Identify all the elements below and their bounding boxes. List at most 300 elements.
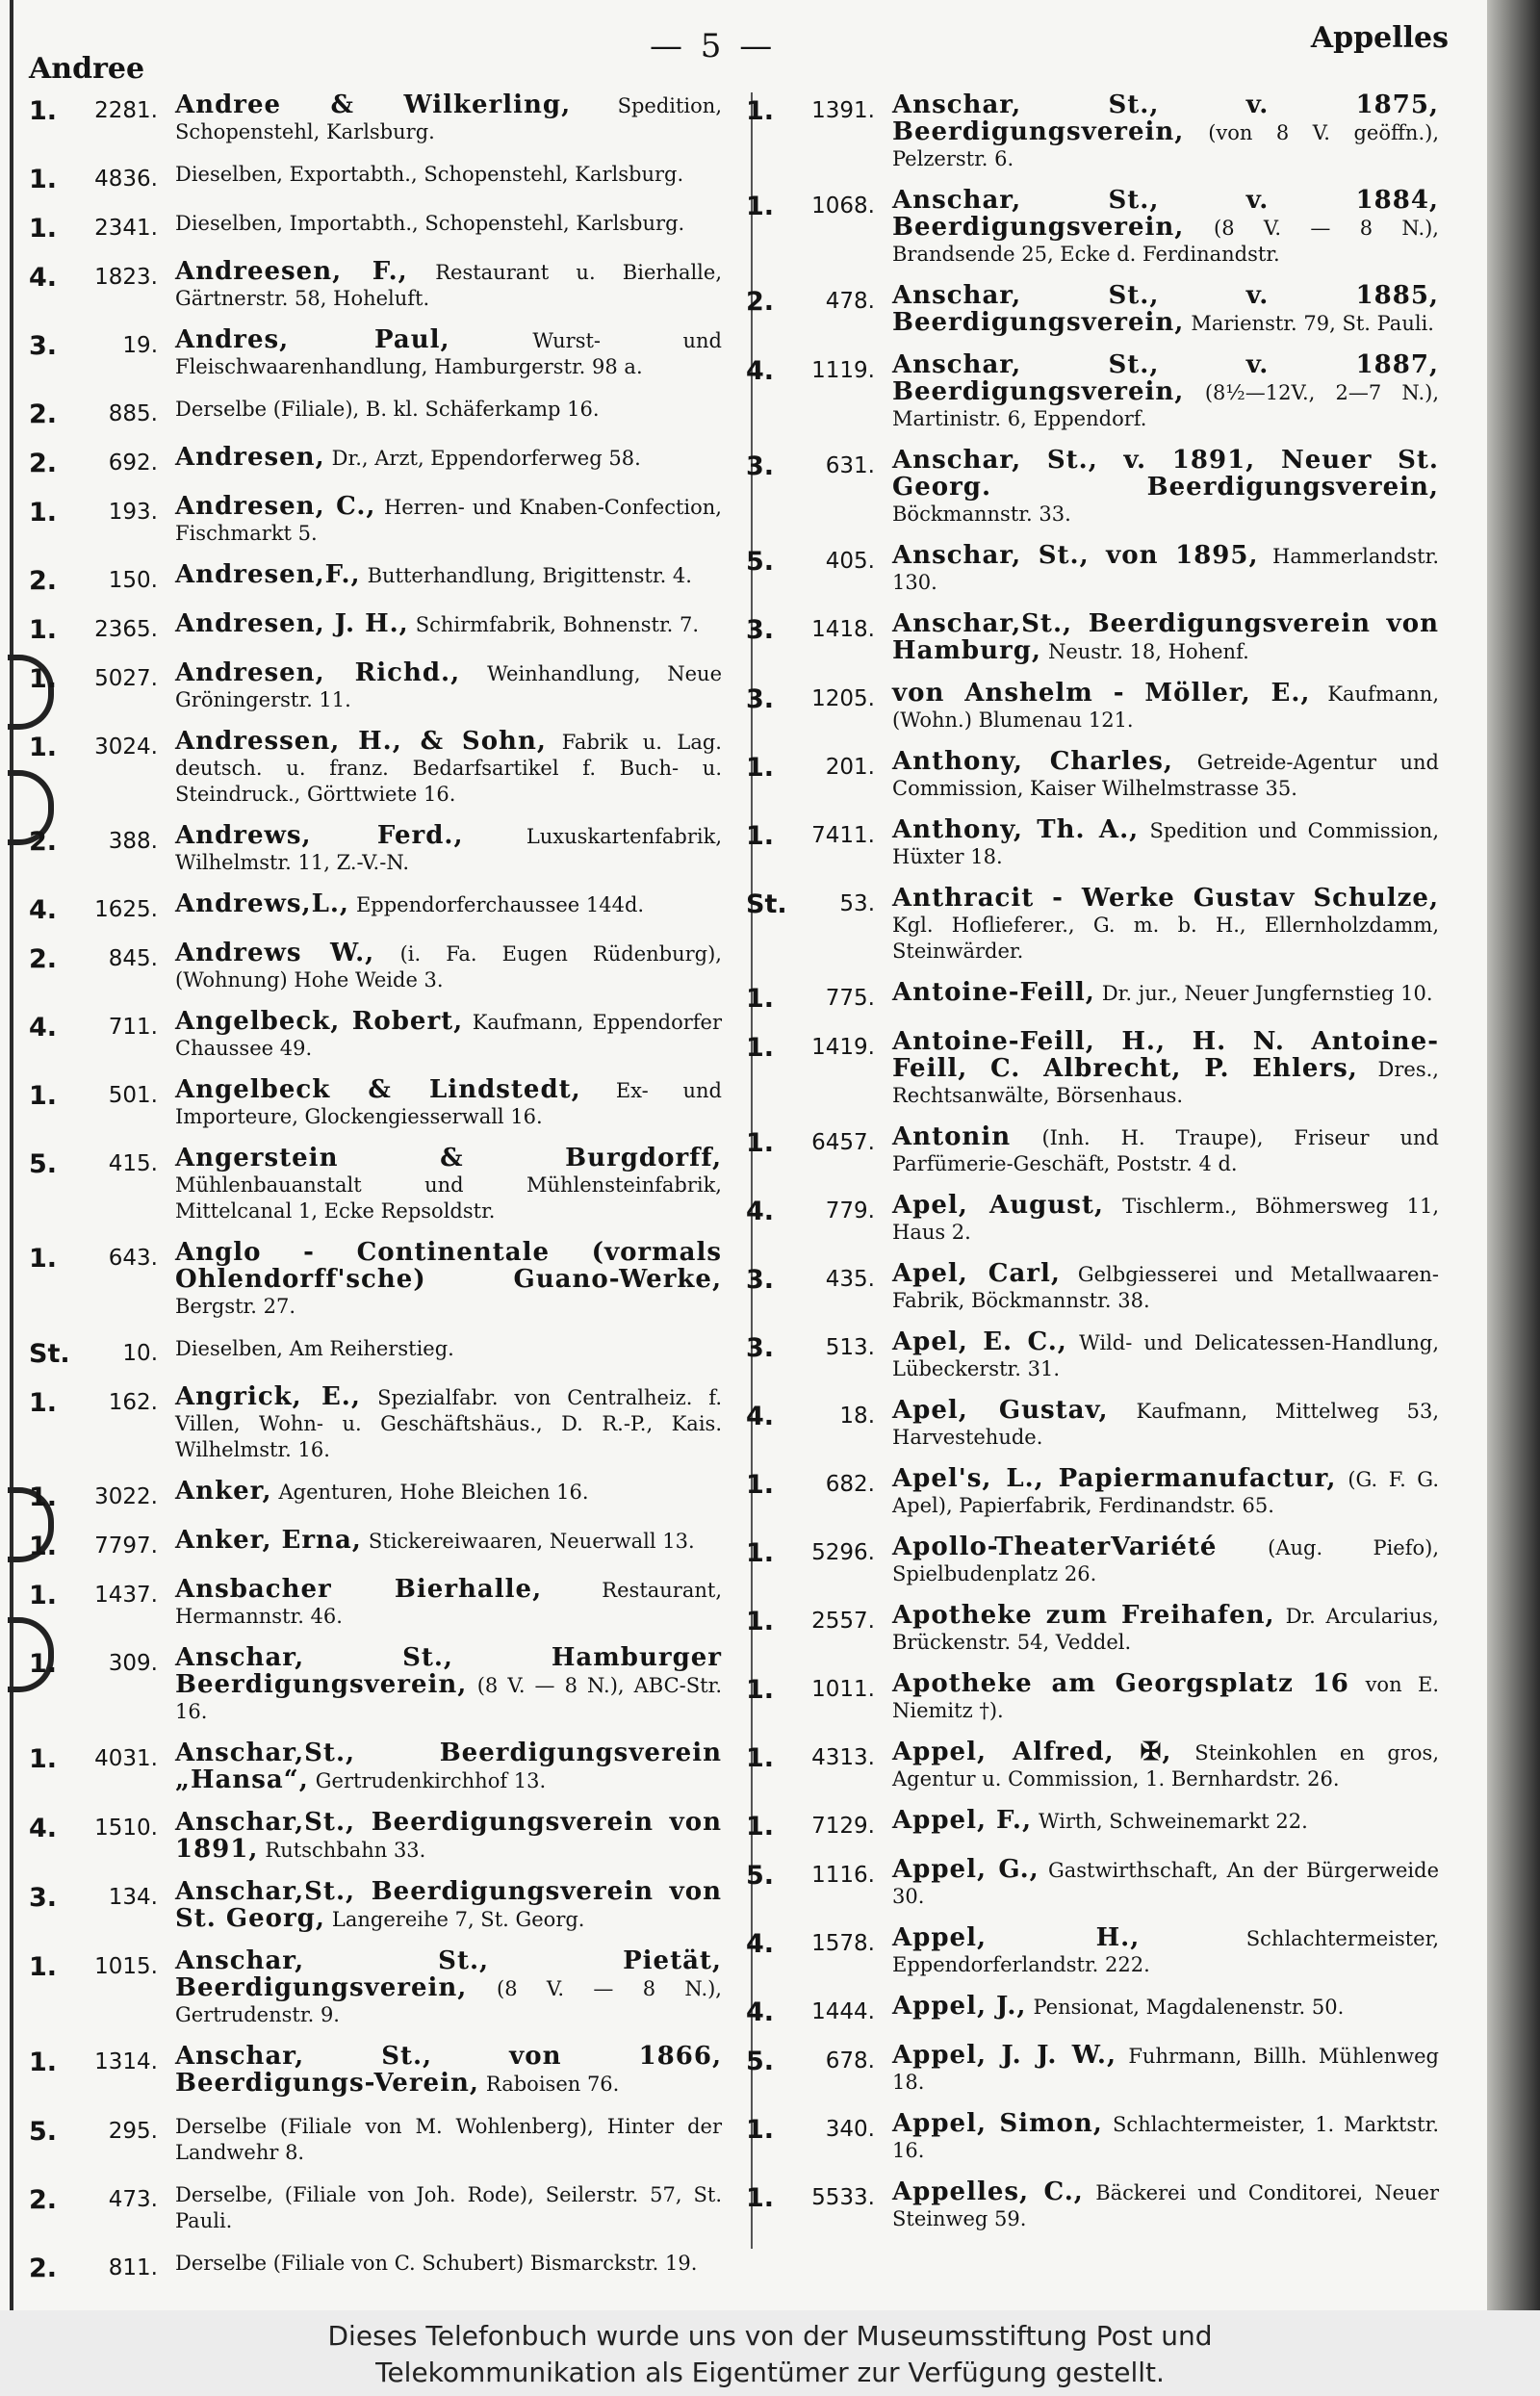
- exchange-zone: 2.: [29, 2185, 58, 2215]
- directory-entry: [746, 1466, 1439, 1519]
- phone-number: 415.: [108, 1151, 158, 1176]
- subscriber-details: Hammerlandstr. 130.: [892, 545, 1439, 594]
- phone-number: 10.: [122, 1341, 158, 1366]
- subscriber-name: Appelles, C.,: [892, 2177, 1084, 2206]
- entry-body: [892, 1925, 1439, 1978]
- subscriber-details: Dr., Arzt, Eppendorferweg 58.: [331, 447, 641, 470]
- phone-number: 4031.: [94, 1746, 158, 1771]
- subscriber-details: Dr. jur., Neuer Jungfernstieg 10.: [1101, 982, 1433, 1005]
- phone-number: 1116.: [811, 1863, 875, 1888]
- directory-entry: [746, 749, 1439, 802]
- header-right-keyword: Appelles: [1310, 21, 1449, 55]
- phone-number: 201.: [825, 755, 875, 780]
- entry-body: [892, 283, 1439, 337]
- entry-body: [175, 92, 722, 145]
- entry-body: [892, 1808, 1439, 1835]
- directory-entry: [29, 2113, 722, 2166]
- exchange-zone: 3.: [746, 451, 775, 481]
- subscriber-name: Antoine-Feill, H., H. N. Antoine-Feill, C. Albrecht, P. Ehlers,: [892, 1027, 1439, 1083]
- phone-number: 501.: [108, 1083, 158, 1108]
- entry-body: [175, 1948, 722, 2028]
- phone-number: 513.: [825, 1335, 875, 1360]
- phone-number: 1391.: [811, 98, 875, 123]
- exchange-zone: 1.: [746, 1812, 775, 1842]
- entry-body: [175, 2044, 722, 2098]
- subscriber-details: Gastwirthschaft, An der Bürgerweide 30.: [892, 1859, 1439, 1908]
- phone-number: 1314.: [94, 2049, 158, 2074]
- subscriber-details: Derselbe, (Filiale von Joh. Rode), Seilerstr. 57, St. Pauli.: [175, 2183, 722, 2232]
- subscriber-name: Anschar, St., v. 1891, Neuer St. Georg. Beerdigungsverein,: [892, 446, 1439, 502]
- subscriber-name: Anthony, Th. A.,: [892, 815, 1140, 844]
- phone-number: 678.: [825, 2048, 875, 2074]
- entry-body: [175, 445, 722, 472]
- subscriber-name: Apotheke zum Freihafen,: [892, 1601, 1275, 1630]
- exchange-zone: 1.: [29, 1952, 58, 1982]
- phone-number: 2341.: [94, 216, 158, 241]
- subscriber-name: Apel, E. C.,: [892, 1327, 1067, 1356]
- exchange-zone: 5.: [746, 1861, 775, 1891]
- exchange-zone: 1.: [746, 1470, 775, 1500]
- subscriber-details: (G. F. G. Apel), Papierfabrik, Ferdinandstr. 65.: [892, 1468, 1439, 1517]
- subscriber-name: Appel, J.,: [892, 1992, 1027, 2021]
- directory-entry: [29, 92, 722, 145]
- directory-entry: [746, 886, 1439, 965]
- exchange-zone: 4.: [746, 1997, 775, 2027]
- subscriber-name: Anschar, St., v. 1875, Beerdigungsverein,: [892, 90, 1439, 146]
- exchange-zone: 1.: [29, 1532, 58, 1561]
- subscriber-details: Mühlenbauanstalt und Mühlensteinfabrik, Mittelcanal 1, Ecke Repsoldstr.: [175, 1173, 722, 1223]
- phone-number: 340.: [825, 2117, 875, 2142]
- subscriber-name: Andresen, Richd.,: [175, 658, 461, 687]
- subscriber-name: Ansbacher Bierhalle,: [175, 1575, 543, 1604]
- phone-number: 388.: [108, 829, 158, 854]
- phone-number: 4836.: [94, 167, 158, 192]
- entry-body: [892, 2043, 1439, 2096]
- subscriber-name: Appel, J. J. W.,: [892, 2041, 1117, 2070]
- entry-body: [175, 1479, 722, 1506]
- subscriber-details: Dieselben, Importabth., Schopenstehl, Karlsburg.: [175, 212, 685, 235]
- exchange-zone: 1.: [746, 192, 775, 221]
- entry-body: [175, 1240, 722, 1320]
- subscriber-details: Gertrudenkirchhof 13.: [315, 1769, 547, 1792]
- directory-entry: [746, 1808, 1439, 1842]
- subscriber-details: Kgl. Hoflieferer., G. m. b. H., Ellernholzdamm, Steinwärder.: [892, 914, 1439, 963]
- directory-entry: [29, 1384, 722, 1463]
- phone-number: 3024.: [94, 734, 158, 760]
- subscriber-name: Anschar,St., Beerdigungsverein von Hamburg,: [892, 609, 1439, 665]
- directory-entry: [746, 1261, 1439, 1314]
- phone-number: 295.: [108, 2119, 158, 2144]
- exchange-zone: 3.: [746, 684, 775, 714]
- entry-body: [175, 1077, 722, 1130]
- phone-number: 150.: [108, 568, 158, 593]
- directory-entry: [29, 1240, 722, 1320]
- phone-number: 1119.: [811, 358, 875, 383]
- exchange-zone: 4.: [29, 895, 58, 925]
- entry-body: [892, 1857, 1439, 1910]
- phone-number: 1510.: [94, 1816, 158, 1841]
- subscriber-details: Marienstr. 79, St. Pauli.: [1191, 312, 1434, 335]
- subscriber-name: Appel, Simon,: [892, 2109, 1103, 2138]
- exchange-zone: 2.: [29, 827, 58, 857]
- exchange-zone: 4.: [29, 1013, 58, 1043]
- subscriber-name: Anglo - Continentale (vormals Ohlendorff'sche) Guano-Werke,: [175, 1238, 722, 1294]
- entry-body: [175, 2250, 722, 2277]
- subscriber-name: Anker,: [175, 1477, 272, 1506]
- subscriber-details: Dieselben, Exportabth., Schopenstehl, Karlsburg.: [175, 163, 684, 186]
- exchange-zone: 1.: [29, 664, 58, 694]
- exchange-zone: 2.: [29, 944, 58, 974]
- subscriber-name: Appel, H.,: [892, 1923, 1141, 1952]
- page-number: — 5 —: [650, 27, 777, 65]
- directory-entry: [746, 1994, 1439, 2027]
- entry-body: [892, 1193, 1439, 1246]
- directory-entry: [746, 1857, 1439, 1910]
- exchange-zone: St.: [29, 1339, 70, 1369]
- subscriber-name: Andresen,F.,: [175, 560, 361, 589]
- entry-body: [892, 1466, 1439, 1519]
- phone-number: 7129.: [811, 1814, 875, 1839]
- directory-entry: [746, 448, 1439, 528]
- phone-number: 1068.: [811, 193, 875, 219]
- directory-entry: [746, 1124, 1439, 1177]
- subscriber-details: Herren- und Knaben-Confection, Fischmarkt 5.: [175, 496, 722, 545]
- subscriber-name: von Anshelm - Möller, E.,: [892, 679, 1311, 708]
- entry-body: [175, 611, 722, 638]
- subscriber-details: Bergstr. 27.: [175, 1295, 296, 1318]
- phone-number: 1823.: [94, 265, 158, 290]
- subscriber-details: (Aug. Piefo), Spielbudenplatz 26.: [892, 1536, 1440, 1585]
- phone-number: 779.: [825, 1198, 875, 1224]
- exchange-zone: 1.: [746, 984, 775, 1014]
- exchange-zone: 3.: [746, 615, 775, 645]
- exchange-zone: 3.: [29, 331, 58, 361]
- subscriber-name: Andree & Wilkerling,: [175, 90, 572, 119]
- phone-number: 5296.: [811, 1540, 875, 1565]
- subscriber-details: Spedition, Schopenstehl, Karlsburg.: [175, 94, 722, 143]
- entry-body: [892, 2179, 1439, 2232]
- directory-entry: [29, 1740, 722, 1794]
- directory-entry: [29, 259, 722, 312]
- entry-body: [892, 92, 1439, 172]
- subscriber-details: Dieselben, Am Reiherstieg.: [175, 1337, 454, 1360]
- subscriber-details: Fuhrmann, Billh. Mühlenweg 18.: [892, 2045, 1439, 2094]
- phone-number: 435.: [825, 1267, 875, 1292]
- phone-number: 2557.: [811, 1609, 875, 1634]
- entry-body: [175, 1146, 722, 1224]
- directory-entry: [29, 2181, 722, 2234]
- subscriber-name: Appel, Alfred, ✠,: [892, 1738, 1172, 1766]
- subscriber-name: Angelbeck & Lindstedt,: [175, 1075, 581, 1104]
- exchange-zone: 1.: [29, 1744, 58, 1774]
- subscriber-details: Wurst- und Fleischwaarenhandlung, Hamburgerstr. 98 a.: [175, 329, 722, 378]
- directory-entry: [746, 1029, 1439, 1109]
- directory-entry: [746, 283, 1439, 337]
- exchange-zone: 1.: [29, 498, 58, 528]
- phone-number: 2365.: [94, 617, 158, 642]
- phone-number: 682.: [825, 1472, 875, 1497]
- exchange-zone: 1.: [746, 1033, 775, 1063]
- exchange-zone: 1.: [746, 821, 775, 851]
- subscriber-details: Pensionat, Magdalenenstr. 50.: [1033, 1996, 1345, 2019]
- entry-body: [175, 660, 722, 713]
- entry-body: [175, 1009, 722, 1062]
- subscriber-name: Appel, F.,: [892, 1806, 1033, 1835]
- directory-entry: [29, 1948, 722, 2028]
- entry-body: [892, 1329, 1439, 1382]
- exchange-zone: 1.: [29, 615, 58, 645]
- footer-line-2: Telekommunikation als Eigentümer zur Verfügung gestellt.: [375, 2357, 1165, 2388]
- header-left-keyword: Andree: [29, 52, 145, 86]
- phone-number: 18.: [839, 1404, 875, 1429]
- subscriber-name: Anschar,St., Beerdigungsverein von 1891,: [175, 1808, 722, 1864]
- entry-body: [892, 1124, 1439, 1177]
- exchange-zone: 1.: [29, 733, 58, 762]
- exchange-zone: 2.: [29, 566, 58, 596]
- subscriber-name: Apollo-TheaterVariété: [892, 1533, 1218, 1561]
- subscriber-name: Anschar, St., Hamburger Beerdigungsverein,: [175, 1643, 722, 1699]
- directory-entry: [29, 210, 722, 244]
- subscriber-details: (von 8 V. geöffn.), Pelzerstr. 6.: [892, 121, 1439, 170]
- exchange-zone: 1.: [746, 96, 775, 126]
- subscriber-name: Anschar,St., Beerdigungsverein „Hansa“,: [175, 1739, 722, 1794]
- subscriber-name: Anschar, St., von 1866, Beerdigungs-Verein,: [175, 2042, 722, 2098]
- exchange-zone: 1.: [29, 165, 58, 194]
- entry-body: [175, 2181, 722, 2234]
- directory-entry: [29, 1335, 722, 1369]
- entry-body: [892, 1029, 1439, 1109]
- exchange-zone: 1.: [746, 1607, 775, 1636]
- subscriber-details: Langereihe 7, St. Georg.: [331, 1908, 585, 1931]
- exchange-zone: 5.: [29, 2117, 58, 2147]
- directory-entry: [746, 1671, 1439, 1724]
- exchange-zone: 4.: [746, 1929, 775, 1959]
- entry-body: [175, 1577, 722, 1630]
- entry-body: [892, 817, 1439, 870]
- subscriber-details: (Inh. H. Traupe), Friseur und Parfümerie-Geschäft, Poststr. 4 d.: [892, 1126, 1439, 1175]
- phone-number: 309.: [108, 1651, 158, 1676]
- subscriber-details: (8½—12V., 2—7 N.), Martinistr. 6, Eppendorf.: [892, 381, 1440, 430]
- phone-number: 473.: [108, 2187, 158, 2212]
- subscriber-details: Dres., Rechtsanwälte, Börsenhaus.: [892, 1058, 1439, 1107]
- entry-body: [175, 210, 722, 237]
- subscriber-details: Stickereiwaaren, Neuerwall 13.: [368, 1530, 695, 1553]
- subscriber-name: Andreesen, F.,: [175, 257, 408, 286]
- directory-entry: [29, 1077, 722, 1130]
- subscriber-details: Schlachtermeister, Eppendorferlandstr. 222.: [892, 1927, 1439, 1976]
- directory-entry: [29, 494, 722, 547]
- footer-notice: [0, 2310, 1540, 2396]
- entry-body: [892, 1603, 1439, 1656]
- exchange-zone: 1.: [29, 1244, 58, 1274]
- directory-entry: [746, 2111, 1439, 2164]
- exchange-zone: 3.: [29, 1883, 58, 1913]
- entry-body: [175, 327, 722, 380]
- phone-number: 1578.: [811, 1931, 875, 1956]
- subscriber-name: Antonin: [892, 1122, 1012, 1151]
- entry-body: [175, 1528, 722, 1555]
- subscriber-details: Ex- und Importeure, Glockengiesserwall 16.: [175, 1079, 722, 1128]
- directory-entry: [29, 1146, 722, 1224]
- directory-entry: [746, 188, 1439, 268]
- subscriber-details: Spezialfabr. von Centralheiz. f. Villen, Wohn- u. Geschäftshäus., D. R.-P., Kais. Wilhelmstr. 16.: [175, 1386, 722, 1461]
- entry-body: [175, 891, 722, 918]
- subscriber-name: Andres, Paul,: [175, 325, 450, 354]
- subscriber-details: Böckmannstr. 33.: [892, 502, 1071, 526]
- subscriber-name: Anker, Erna,: [175, 1526, 362, 1555]
- directory-entry: [29, 396, 722, 429]
- subscriber-name: Andresen, J. H.,: [175, 609, 409, 638]
- exchange-zone: 1.: [746, 2115, 775, 2145]
- phone-number: 1011.: [811, 1677, 875, 1702]
- phone-number: 6457.: [811, 1130, 875, 1155]
- exchange-zone: 3.: [746, 1265, 775, 1295]
- subscriber-details: (8 V. — 8 N.), ABC-Str. 16.: [175, 1674, 722, 1723]
- phone-number: 19.: [122, 333, 158, 358]
- exchange-zone: 3.: [746, 1333, 775, 1363]
- subscriber-name: Angerstein & Burgdorff,: [175, 1144, 722, 1172]
- subscriber-name: Andrews, Ferd.,: [175, 821, 464, 850]
- exchange-zone: 1.: [746, 1743, 775, 1773]
- binder-line: [10, 0, 13, 2310]
- exchange-zone: 4.: [746, 1402, 775, 1431]
- exchange-zone: St.: [746, 889, 787, 919]
- left-column: [29, 92, 722, 2299]
- subscriber-name: Anschar, St., Pietät, Beerdigungsverein,: [175, 1946, 722, 2002]
- exchange-zone: 1.: [29, 1388, 58, 1418]
- subscriber-details: Tischlerm., Böhmersweg 11, Haus 2.: [892, 1195, 1439, 1244]
- directory-entry: [29, 660, 722, 713]
- exchange-zone: 1.: [746, 2183, 775, 2213]
- directory-entry: [29, 940, 722, 993]
- exchange-zone: 5.: [29, 1149, 58, 1179]
- directory-entry: [746, 92, 1439, 172]
- subscriber-details: Kaufmann, Eppendorfer Chaussee 49.: [175, 1011, 723, 1060]
- subscriber-details: Restaurant, Hermannstr. 46.: [175, 1579, 722, 1628]
- subscriber-details: Neustr. 18, Hohenf.: [1047, 640, 1249, 663]
- directory-entry: [29, 1879, 722, 1933]
- subscriber-name: Appel, G.,: [892, 1855, 1040, 1884]
- subscriber-name: Anthony, Charles,: [892, 747, 1173, 776]
- exchange-zone: 1.: [29, 1581, 58, 1610]
- subscriber-name: Andresen,: [175, 443, 325, 472]
- entry-body: [175, 1740, 722, 1794]
- subscriber-details: Derselbe (Filiale von C. Schubert) Bismarckstr. 19.: [175, 2252, 698, 2275]
- exchange-zone: 4.: [746, 356, 775, 386]
- exchange-zone: 1.: [746, 753, 775, 783]
- entry-body: [892, 543, 1439, 596]
- directory-entry: [29, 1528, 722, 1561]
- phone-number: 478.: [825, 289, 875, 314]
- entry-body: [892, 611, 1439, 665]
- directory-entry: [746, 1603, 1439, 1656]
- subscriber-details: Weinhandlung, Neue Gröningerstr. 11.: [175, 662, 723, 711]
- subscriber-name: Anschar,St., Beerdigungsverein von St. Georg,: [175, 1877, 722, 1933]
- directory-entry: [746, 2179, 1439, 2232]
- subscriber-name: Angrick, E.,: [175, 1382, 361, 1411]
- exchange-zone: 1.: [29, 1482, 58, 1512]
- directory-entry: [29, 1479, 722, 1512]
- subscriber-details: Fabrik u. Lag. deutsch. u. franz. Bedarfsartikel f. Buch- u. Steindruck., Görttwiete 16.: [175, 731, 722, 806]
- subscriber-details: (8 V. — 8 N.), Brandsende 25, Ecke d. Ferdinandstr.: [892, 217, 1439, 266]
- directory-entry: [29, 1645, 722, 1725]
- phone-number: 692.: [108, 451, 158, 476]
- entry-body: [175, 161, 722, 188]
- subscriber-name: Anschar, St., v. 1884, Beerdigungsverein,: [892, 186, 1439, 242]
- subscriber-details: (8 V. — 8 N.), Gertrudenstr. 9.: [175, 1977, 722, 2026]
- exchange-zone: 1.: [29, 214, 58, 244]
- subscriber-details: Eppendorferchaussee 144d.: [355, 893, 645, 916]
- directory-entry: [746, 1193, 1439, 1246]
- phone-number: 885.: [108, 401, 158, 426]
- entry-body: [892, 681, 1439, 734]
- subscriber-details: von E. Niemitz †).: [892, 1673, 1439, 1722]
- phone-number: 405.: [825, 549, 875, 574]
- exchange-zone: 5.: [746, 547, 775, 577]
- directory-entry: [29, 161, 722, 194]
- subscriber-name: Andrews W.,: [175, 939, 375, 967]
- subscriber-name: Anthracit - Werke Gustav Schulze,: [892, 884, 1439, 913]
- entry-body: [892, 352, 1439, 432]
- footer-line-1: Dieses Telefonbuch wurde uns von der Museumsstiftung Post und: [327, 2320, 1213, 2352]
- subscriber-name: Angelbeck, Robert,: [175, 1007, 464, 1036]
- phone-number: 1437.: [94, 1583, 158, 1608]
- phone-number: 631.: [825, 453, 875, 478]
- directory-entry: [29, 611, 722, 645]
- exchange-zone: 4.: [29, 1814, 58, 1843]
- subscriber-details: Wild- und Delicatessen-Handlung, Lübeckerstr. 31.: [892, 1331, 1439, 1380]
- entry-body: [892, 1994, 1439, 2021]
- phone-number: 134.: [108, 1885, 158, 1910]
- exchange-zone: 1.: [29, 1081, 58, 1111]
- entry-body: [175, 823, 722, 876]
- entry-body: [175, 1384, 722, 1463]
- subscriber-details: Raboisen 76.: [485, 2073, 620, 2096]
- subscriber-name: Anschar, St., v. 1885, Beerdigungsverein,: [892, 281, 1439, 337]
- directory-entry: [746, 352, 1439, 432]
- phone-number: 5533.: [811, 2185, 875, 2210]
- phone-number: 53.: [839, 891, 875, 916]
- subscriber-name: Antoine-Feill,: [892, 978, 1095, 1007]
- subscriber-details: Spedition und Commission, Hüxter 18.: [892, 819, 1439, 868]
- subscriber-details: Steinkohlen en gros, Agentur u. Commission, 1. Bernhardstr. 26.: [892, 1741, 1439, 1791]
- directory-entry: [29, 823, 722, 876]
- exchange-zone: 1.: [29, 1649, 58, 1679]
- phone-number: 4313.: [811, 1745, 875, 1770]
- subscriber-name: Apel, Carl,: [892, 1259, 1061, 1288]
- entry-body: [175, 396, 722, 423]
- entry-body: [175, 259, 722, 312]
- phone-number: 1015.: [94, 1954, 158, 1979]
- directory-entry: [29, 1810, 722, 1864]
- directory-entry: [746, 1925, 1439, 1978]
- subscriber-details: Dr. Arcularius, Brückenstr. 54, Veddel.: [892, 1605, 1439, 1654]
- entry-body: [892, 2111, 1439, 2164]
- subscriber-details: Gelbgiesserei und Metallwaaren-Fabrik, Böckmannstr. 38.: [892, 1263, 1439, 1312]
- subscriber-name: Apel, Gustav,: [892, 1396, 1109, 1425]
- phone-number: 1625.: [94, 897, 158, 922]
- subscriber-details: Rutschbahn 33.: [265, 1839, 426, 1862]
- subscriber-name: Andresen, C.,: [175, 492, 376, 521]
- exchange-zone: 4.: [29, 263, 58, 293]
- directory-entry: [746, 611, 1439, 665]
- subscriber-details: Schirmfabrik, Bohnenstr. 7.: [415, 613, 700, 636]
- directory-entry: [29, 1009, 722, 1062]
- entry-body: [892, 980, 1439, 1007]
- directory-entry: [746, 817, 1439, 870]
- phone-number: 1418.: [811, 617, 875, 642]
- subscriber-name: Apotheke am Georgsplatz 16: [892, 1669, 1349, 1698]
